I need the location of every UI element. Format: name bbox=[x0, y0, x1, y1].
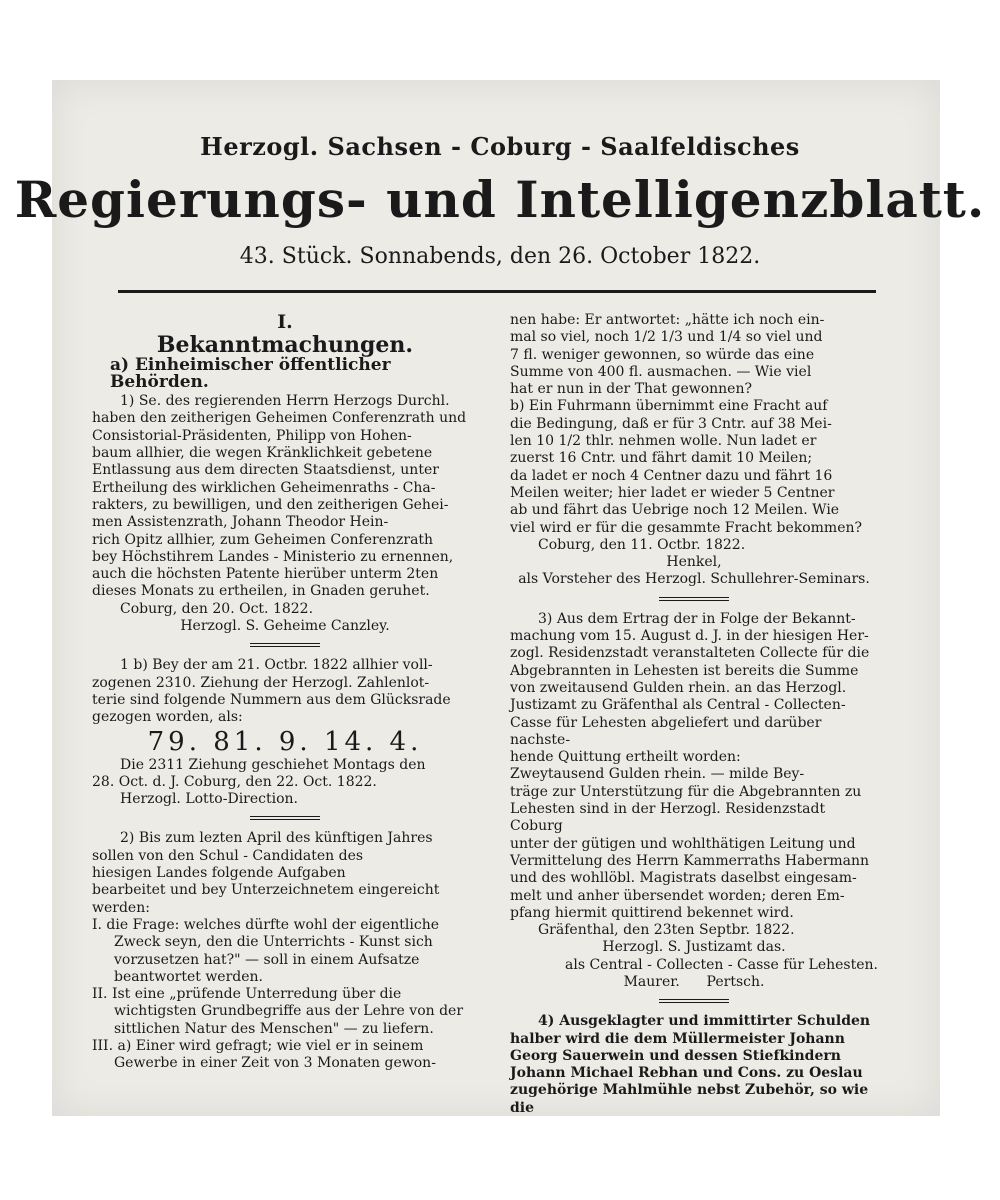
issue-line: 43. Stück. Sonnabends, den 26. October 1822. bbox=[239, 244, 761, 269]
text-line: men Assistenzrath, Johann Theodor Hein- bbox=[92, 514, 389, 531]
text-line: Casse für Lehesten abgeliefert und darüber nachste- bbox=[510, 714, 822, 748]
text-line: da ladet er noch 4 Centner dazu und fährt 16 bbox=[510, 467, 833, 484]
text-line: b) Ein Fuhrmann übernimmt eine Fracht auf bbox=[510, 398, 828, 415]
notice-3 bbox=[510, 611, 878, 992]
text-line: ab und fährt das Uebrige noch 12 Meilen. Wie bbox=[510, 502, 840, 519]
text-line: hat er nun in der That gewonnen? bbox=[510, 381, 752, 398]
notice-4 bbox=[510, 1013, 878, 1117]
text-line: Entlassung aus dem directen Staatsdienst, unter bbox=[92, 462, 439, 479]
text-line: pfang hiermit quittirend bekennet wird. bbox=[510, 904, 794, 921]
text-line: haben den zeitherigen Geheimen Conferenzrath und bbox=[92, 410, 467, 427]
text-line: zogenen 2310. Ziehung der Herzogl. Zahlenlot- bbox=[92, 674, 430, 691]
text-line: hiesigen Landes folgende Aufgaben bbox=[92, 865, 346, 882]
text-line: viel wird er für die gesammte Fracht bekommen? bbox=[510, 519, 863, 536]
text-line: melt und anher übersendet worden; deren Em- bbox=[510, 887, 845, 904]
separator bbox=[659, 999, 729, 1003]
text-line: len 10 1/2 thlr. nehmen wolle. Nun ladet er bbox=[510, 433, 817, 450]
text-line: zogl. Residenzstadt veranstalteten Collecte für die bbox=[510, 645, 870, 662]
separator bbox=[250, 643, 320, 647]
text-line: Vermittelung des Herrn Kammerraths Habermann bbox=[510, 852, 870, 869]
list-item: III. a) Einer wird gefragt; wie viel er in seinem Gewerbe in einer Zeit von 3 Monaten gewon- bbox=[92, 1037, 436, 1072]
text-line: bey Höchstihrem Landes - Ministerio zu ernennen, bbox=[92, 548, 454, 565]
section-title: Bekanntmachungen. bbox=[156, 332, 414, 359]
text-line: auch die höchsten Patente hierüber unterm 2ten bbox=[92, 566, 439, 583]
text-line: rakters, zu bewilligen, und den zeitherigen Gehei- bbox=[92, 496, 449, 513]
text-line: und des wohllöbl. Magistrats daselbst eingesam- bbox=[510, 870, 857, 887]
text-line: 2) Bis zum lezten April des künftigen Jahres bbox=[120, 830, 433, 847]
header-rule bbox=[118, 290, 876, 293]
text-line: Meilen weiter; hier ladet er wieder 5 Centner bbox=[510, 484, 835, 501]
notice-place-date: Coburg, den 20. Oct. 1822. bbox=[120, 600, 314, 617]
text-line: 7 fl. weniger gewonnen, so würde das eine bbox=[510, 346, 815, 363]
text-line: Abgebrannten in Lehesten ist bereits die Summe bbox=[510, 662, 859, 679]
notice-2 bbox=[92, 830, 478, 1072]
text-line: träge zur Unterstützung für die Abgebrannten zu bbox=[510, 783, 862, 800]
text-line: mal so viel, noch 1/2 1/3 und 1/4 so viel und bbox=[510, 329, 823, 346]
notice-1b bbox=[92, 657, 478, 808]
notice-2-continued bbox=[510, 312, 878, 589]
text-line: hende Quittung ertheilt worden: bbox=[510, 749, 741, 766]
text-line: nen habe: Er antwortet: „hätte ich noch ein- bbox=[510, 312, 825, 328]
text-line: Consistorial-Präsidenten, Philipp von Hohen- bbox=[92, 427, 412, 444]
text-line: sollen von den Schul - Candidaten des bbox=[92, 847, 364, 864]
text-line: Lehesten sind in der Herzogl. Residenzstadt Coburg bbox=[510, 801, 826, 835]
lottery-numbers: 79. 81. 9. 14. 4. bbox=[147, 726, 423, 757]
text-line: 4) Ausgeklagter und immittirter Schulden bbox=[538, 1013, 871, 1030]
notice-signature: als Central - Collecten - Casse für Lehesten. bbox=[565, 956, 878, 973]
notice-signature-names: Maurer. Pertsch. bbox=[623, 973, 765, 990]
text-line: 1 b) Bey der am 21. Octbr. 1822 allhier voll- bbox=[120, 657, 433, 674]
notice-signature: Herzogl. S. Justizamt das. bbox=[602, 939, 786, 956]
text-line: werden: bbox=[92, 899, 150, 916]
text-line: zuerst 16 Cntr. und fährt damit 10 Meilen; bbox=[510, 450, 813, 467]
text-line: baum allhier, die wegen Kränklichkeit gebetene bbox=[92, 445, 433, 462]
subheading: a) Einheimischer öffentlicher Behörden. bbox=[110, 354, 391, 392]
list-item: II. Ist eine „prüfende Unterredung über die wichtigsten Grundbegriffe aus der Lehre von der sittlichen Natur des Menschen" — zu liefern. bbox=[92, 986, 464, 1037]
text-line: gezogen worden, als: bbox=[92, 709, 243, 726]
text-line: Georg Sauerwein und dessen Stiefkindern bbox=[510, 1047, 841, 1064]
list-item: I. die Frage: welches dürfte wohl der eigentliche Zweck seyn, den die Unterrichts - Kunst sich vorzusetzen hat?" — soll in einem Aufsatze beantwortet werden. bbox=[92, 916, 440, 985]
text-line: Zweytausend Gulden rhein. — milde Bey- bbox=[510, 766, 805, 783]
text-line: dieses Monats zu ertheilen, in Gnaden geruhet. bbox=[92, 583, 430, 600]
text-line: 1) Se. des regierenden Herrn Herzogs Durchl. bbox=[120, 393, 450, 410]
text-line: zugehörige Mahlmühle nebst Zubehör, so wie die bbox=[510, 1082, 869, 1116]
masthead-title: Regierungs- und Intelligenzblatt. bbox=[14, 170, 986, 229]
text-line: machung vom 15. August d. J. in der hiesigen Her- bbox=[510, 628, 869, 645]
text-line: Die 2311 Ziehung geschiehet Montags den bbox=[120, 756, 426, 773]
text-line: terie sind folgende Nummern aus dem Glücksrade bbox=[92, 691, 451, 708]
text-line: halber wird die dem Müllermeister Johann bbox=[510, 1030, 845, 1047]
left-column bbox=[92, 312, 478, 1073]
text-line: 28. Oct. d. J. Coburg, den 22. Oct. 1822. bbox=[92, 773, 377, 790]
notice-signature-name: Henkel, bbox=[666, 554, 722, 571]
text-line: rich Opitz allhier, zum Geheimen Conferenzrath bbox=[92, 531, 434, 548]
separator bbox=[250, 816, 320, 820]
notice-place-date: Coburg, den 11. Octbr. 1822. bbox=[538, 536, 746, 553]
right-column bbox=[510, 312, 878, 1117]
notice-signature: Herzogl. Lotto-Direction. bbox=[120, 791, 298, 808]
text-line: Ertheilung des wirklichen Geheimenraths - Cha- bbox=[92, 479, 436, 496]
text-line: bearbeitet und bey Unterzeichnetem eingereicht bbox=[92, 882, 440, 899]
notice-1 bbox=[92, 393, 478, 635]
text-line: 3) Aus dem Ertrag der in Folge der Bekannt- bbox=[538, 610, 856, 627]
text-line: die Bedingung, daß er für 3 Cntr. auf 38 Mei- bbox=[510, 415, 832, 432]
notice-signature: Herzogl. S. Geheime Canzley. bbox=[180, 618, 390, 635]
text-line: unter der gütigen und wohlthätigen Leitung und bbox=[510, 835, 856, 852]
section-number: I. bbox=[277, 311, 293, 333]
notice-signature-title: als Vorsteher des Herzogl. Schullehrer-Seminars. bbox=[518, 571, 870, 588]
separator bbox=[659, 597, 729, 601]
notice-place-date: Gräfenthal, den 23ten Septbr. 1822. bbox=[538, 922, 795, 939]
text-line: von zweitausend Gulden rhein. an das Herzogl. bbox=[510, 679, 847, 696]
masthead-top-line: Herzogl. Sachsen - Coburg - Saalfeldisches bbox=[200, 132, 800, 161]
text-line: Justizamt zu Gräfenthal als Central - Collecten- bbox=[510, 697, 846, 714]
text-line: Johann Michael Rebhan und Cons. zu Oeslau bbox=[510, 1065, 863, 1082]
text-line: Summe von 400 fl. ausmachen. — Wie viel bbox=[510, 363, 812, 380]
